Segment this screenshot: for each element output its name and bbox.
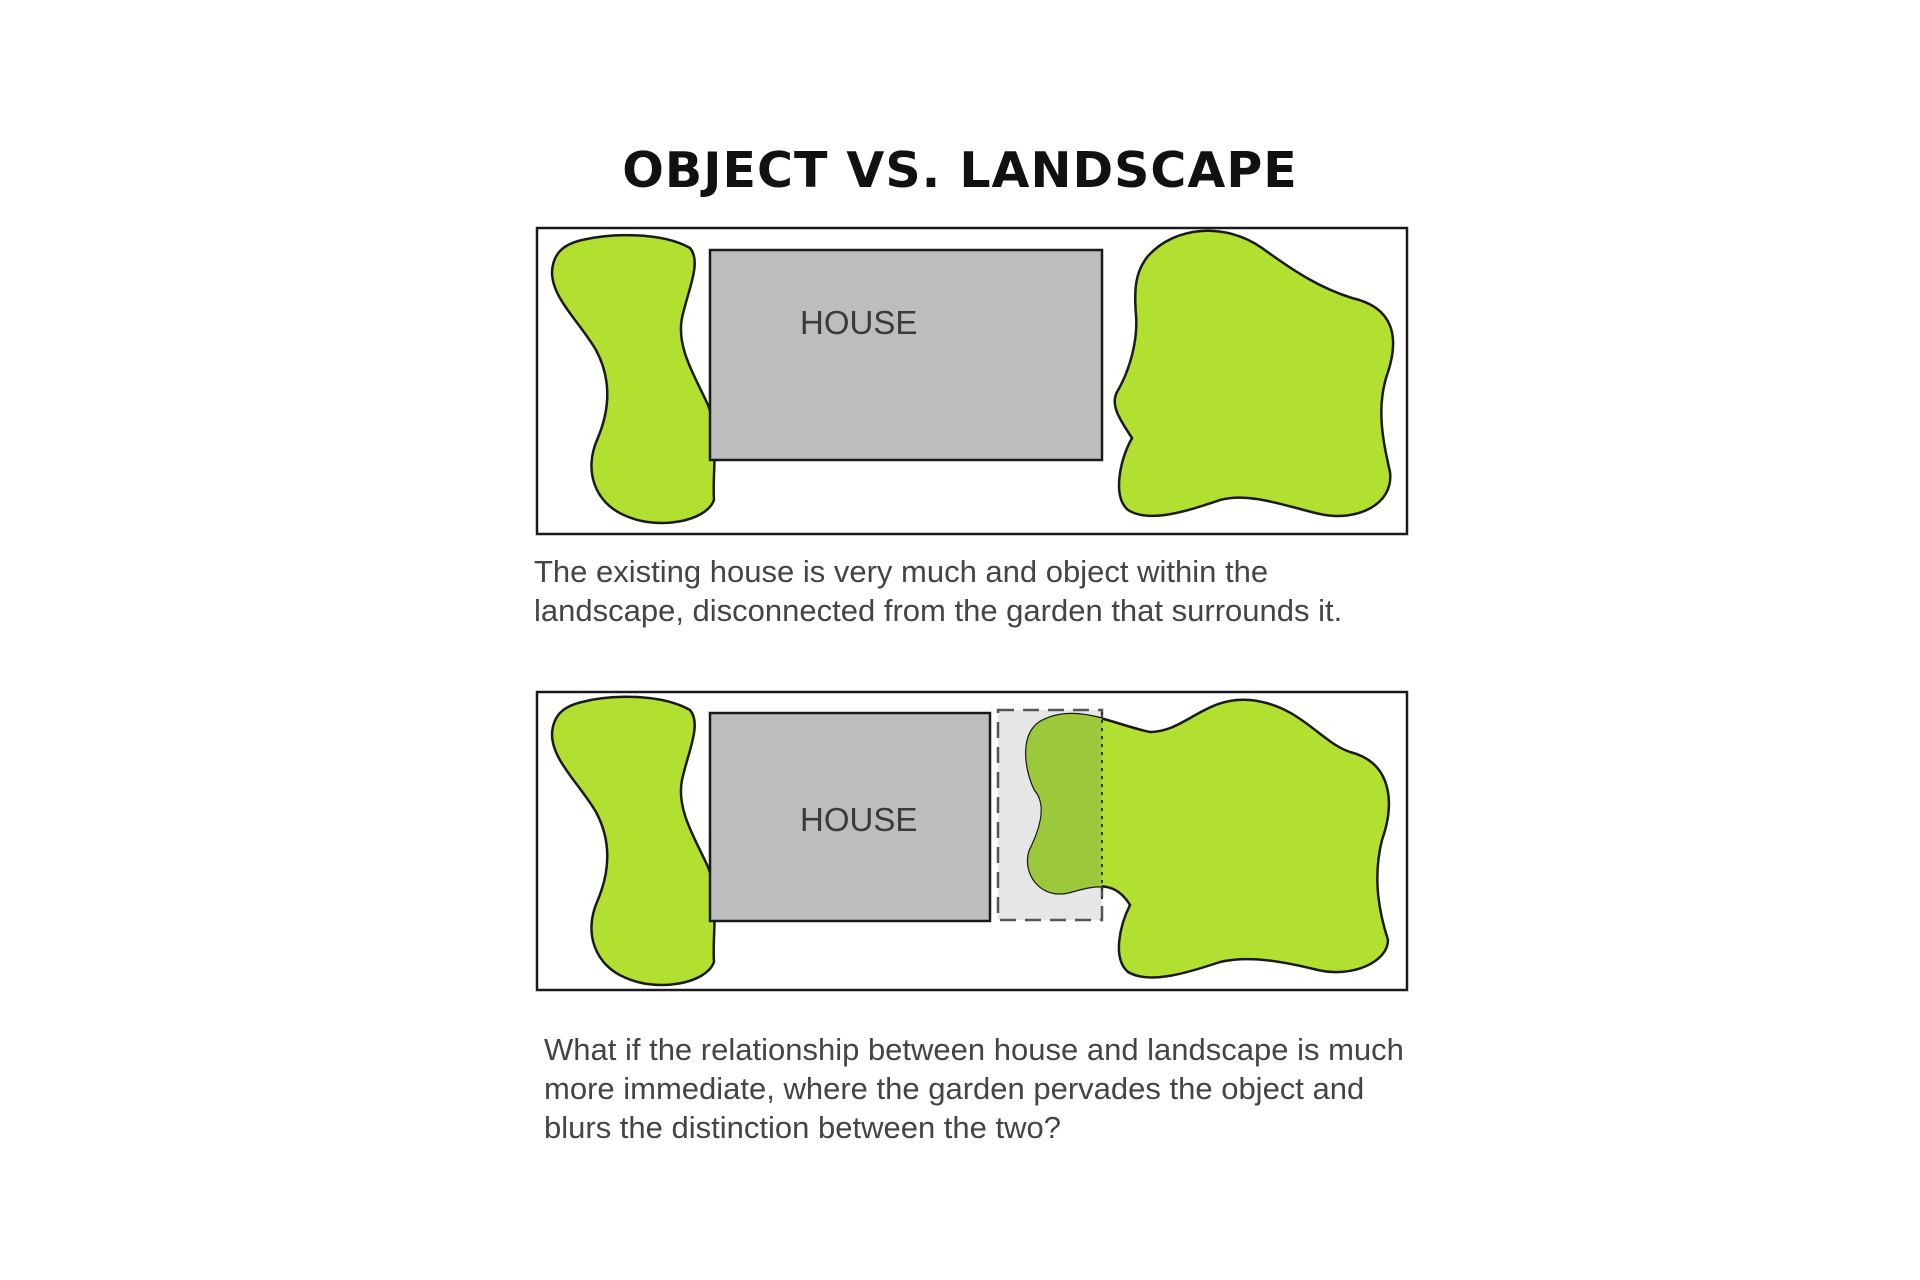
panel-top xyxy=(537,228,1407,534)
left-garden-bottom xyxy=(552,697,715,985)
caption-bottom-line-1: What if the relationship between house and landscape is much xyxy=(544,1032,1404,1067)
caption-top-line-1: The existing house is very much and object within the xyxy=(534,554,1269,589)
house-label-bottom: HOUSE xyxy=(800,801,918,838)
diagram-title: OBJECT VS. LANDSCAPE xyxy=(622,142,1298,199)
caption-top-line-2: landscape, disconnected from the garden that surrounds it. xyxy=(534,593,1343,628)
house-label-top: HOUSE xyxy=(800,304,918,341)
caption-bottom-line-2: more immediate, where the garden pervades the object and xyxy=(544,1071,1365,1106)
right-garden-top xyxy=(1115,231,1393,516)
caption-bottom-line-3: blurs the distinction between the two? xyxy=(544,1110,1061,1145)
caption-bottom xyxy=(544,1030,1464,1147)
left-garden-top xyxy=(552,235,715,523)
caption-top xyxy=(534,552,1434,630)
house-top xyxy=(710,250,1102,460)
panel-bottom xyxy=(537,692,1407,990)
